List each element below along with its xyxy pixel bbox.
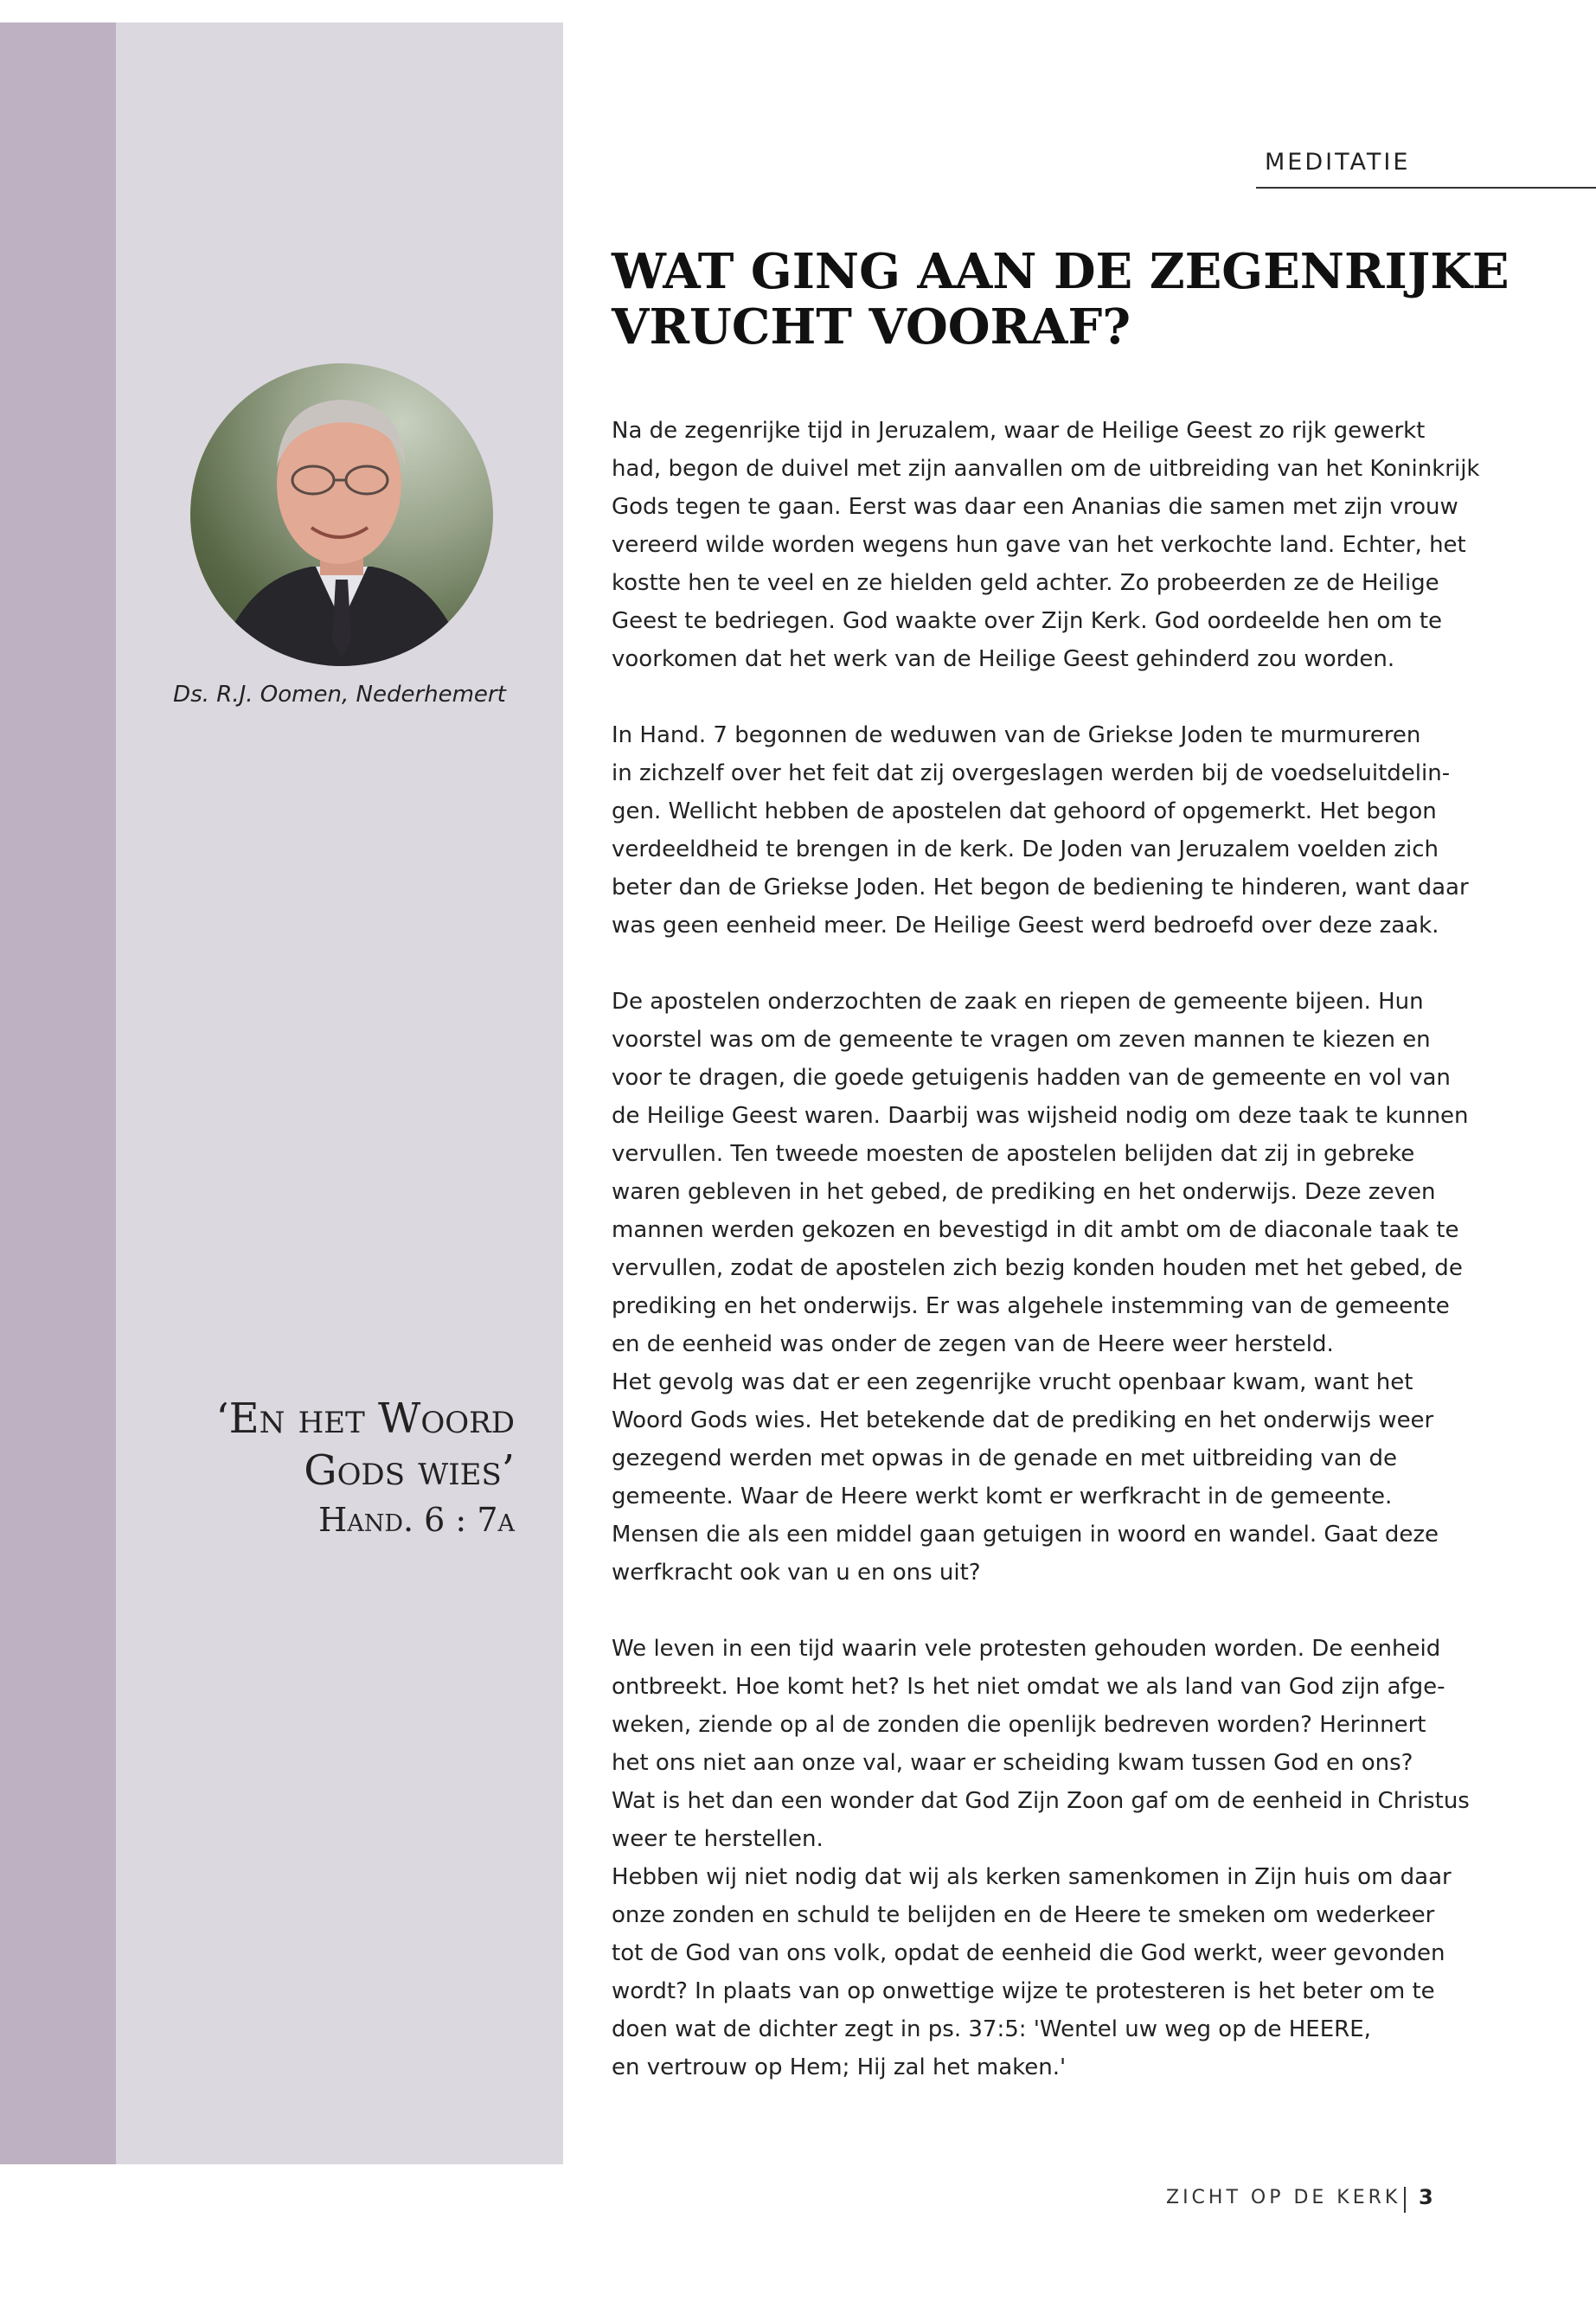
text-line: verdeeldheid te brengen in de kerk. De Joden van Jeruzalem voelden zich [612, 836, 1439, 862]
text-line: Na de zegenrijke tijd in Jeruzalem, waar de Heilige Geest zo rijk gewerkt [612, 418, 1426, 444]
text-line: voor te dragen, die goede getuigenis hadden van de gemeente en vol van [612, 1065, 1451, 1091]
quote-line: ‘En het Woord [215, 1394, 515, 1443]
text-line: prediking en het onderwijs. Er was algehele instemming van de gemeente [612, 1293, 1450, 1319]
footer-divider [1404, 2187, 1406, 2213]
text-line: Het gevolg was dat er een zegenrijke vrucht openbaar kwam, want het [612, 1369, 1413, 1395]
section-label: MEDITATIE [1265, 149, 1411, 176]
text-line: had, begon de duivel met zijn aanvallen om de uitbreiding van het Koninkrijk [612, 456, 1480, 482]
text-line: ontbreekt. Hoe komt het? Is het niet omdat we als land van God zijn afge- [612, 1674, 1445, 1700]
text-line: vervullen, zodat de apostelen zich bezig konden houden met het gebed, de [612, 1255, 1463, 1281]
text-line: de Heilige Geest waren. Daarbij was wijsheid nodig om deze taak te kunnen [612, 1103, 1469, 1129]
text-line: mannen werden gekozen en bevestigd in dit ambt om de diaconale taak te [612, 1217, 1459, 1243]
text-line: gezegend werden met opwas in de genade en met uitbreiding van de [612, 1445, 1398, 1471]
text-line: was geen eenheid meer. De Heilige Geest werd bedroefd over deze zaak. [612, 913, 1439, 939]
text-line: We leven in een tijd waarin vele protesten gehouden worden. De eenheid [612, 1636, 1441, 1662]
text-line: werfkracht ook van u en ons uit? [612, 1560, 981, 1586]
page-number: 3 [1419, 2185, 1433, 2209]
text-line: en de eenheid was onder de zegen van de Heere weer hersteld. [612, 1331, 1334, 1357]
text-line: voorstel was om de gemeente te vragen om zeven mannen te kiezen en [612, 1027, 1431, 1053]
text-line: Gods tegen te gaan. Eerst was daar een Ananias die samen met zijn vrouw [612, 494, 1458, 520]
paragraph [612, 1630, 1485, 2086]
text-line: en vertrouw op Hem; Hij zal het maken.' [612, 2054, 1067, 2080]
text-line: weer te herstellen. [612, 1826, 824, 1852]
title-line: VRUCHT VOORAF? [612, 298, 1131, 356]
text-line: In Hand. 7 begonnen de weduwen van de Griekse Joden te murmureren [612, 722, 1421, 748]
text-line: gemeente. Waar de Heere werkt komt er werfkracht in de gemeente. [612, 1484, 1393, 1509]
text-line: onze zonden en schuld te belijden en de Heere te smeken om wederkeer [612, 1902, 1435, 1928]
article-body [612, 412, 1485, 2125]
text-line: voorkomen dat het werk van de Heilige Geest gehinderd zou worden. [612, 646, 1395, 672]
text-line: Geest te bedriegen. God waakte over Zijn Kerk. God oordeelde hen om te [612, 608, 1443, 634]
text-line: Wat is het dan een wonder dat God Zijn Zoon gaf om de eenheid in Christus [612, 1788, 1470, 1814]
portrait-illustration [190, 363, 493, 666]
paragraph [612, 983, 1485, 1592]
text-line: kostte hen te veel en ze hielden geld achter. Zo probeerden ze de Heilige [612, 570, 1439, 596]
sidebar-strip-dark [0, 22, 116, 2164]
article-title [612, 244, 1546, 355]
portrait-caption: Ds. R.J. Oomen, Nederhemert [173, 682, 506, 708]
text-line: Woord Gods wies. Het betekende dat de prediking en het onderwijs weer [612, 1407, 1434, 1433]
author-portrait [190, 363, 493, 666]
quote-line: Gods wies’ [304, 1446, 515, 1495]
text-line: Hebben wij niet nodig dat wij als kerken samenkomen in Zijn huis om daar [612, 1864, 1452, 1890]
magazine-name: ZICHT OP DE KERK [1166, 2187, 1401, 2208]
text-line: De apostelen onderzochten de zaak en riepen de gemeente bijeen. Hun [612, 989, 1424, 1015]
text-line: waren gebleven in het gebed, de prediking en het onderwijs. Deze zeven [612, 1179, 1436, 1205]
text-line: doen wat de dichter zegt in ps. 37:5: 'Wentel uw weg op de HEERE, [612, 2016, 1371, 2042]
title-line: WAT GING AAN DE ZEGENRIJKE [612, 243, 1509, 300]
paragraph [612, 716, 1485, 945]
pull-quote [130, 1393, 515, 1543]
text-line: vervullen. Ten tweede moesten de apostelen belijden dat zij in gebreke [612, 1141, 1415, 1167]
quote-reference: Hand. 6 : 7a [318, 1501, 515, 1539]
section-rule [1256, 187, 1596, 189]
text-line: beter dan de Griekse Joden. Het begon de bediening te hinderen, want daar [612, 875, 1469, 901]
paragraph [612, 412, 1485, 678]
text-line: wordt? In plaats van op onwettige wijze te protesteren is het beter om te [612, 1978, 1435, 2004]
text-line: gen. Wellicht hebben de apostelen dat gehoord of opgemerkt. Het begon [612, 798, 1437, 824]
text-line: vereerd wilde worden wegens hun gave van het verkochte land. Echter, het [612, 532, 1466, 558]
text-line: weken, ziende op al de zonden die openlijk bedreven worden? Herinnert [612, 1712, 1426, 1738]
text-line: tot de God van ons volk, opdat de eenheid die God werkt, weer gevonden [612, 1940, 1445, 1966]
text-line: Mensen die als een middel gaan getuigen in woord en wandel. Gaat deze [612, 1522, 1439, 1548]
sidebar-panel [116, 22, 563, 2164]
text-line: het ons niet aan onze val, waar er scheiding kwam tussen God en ons? [612, 1750, 1413, 1776]
text-line: in zichzelf over het feit dat zij overgeslagen werden bij de voedseluitdelin- [612, 760, 1451, 786]
